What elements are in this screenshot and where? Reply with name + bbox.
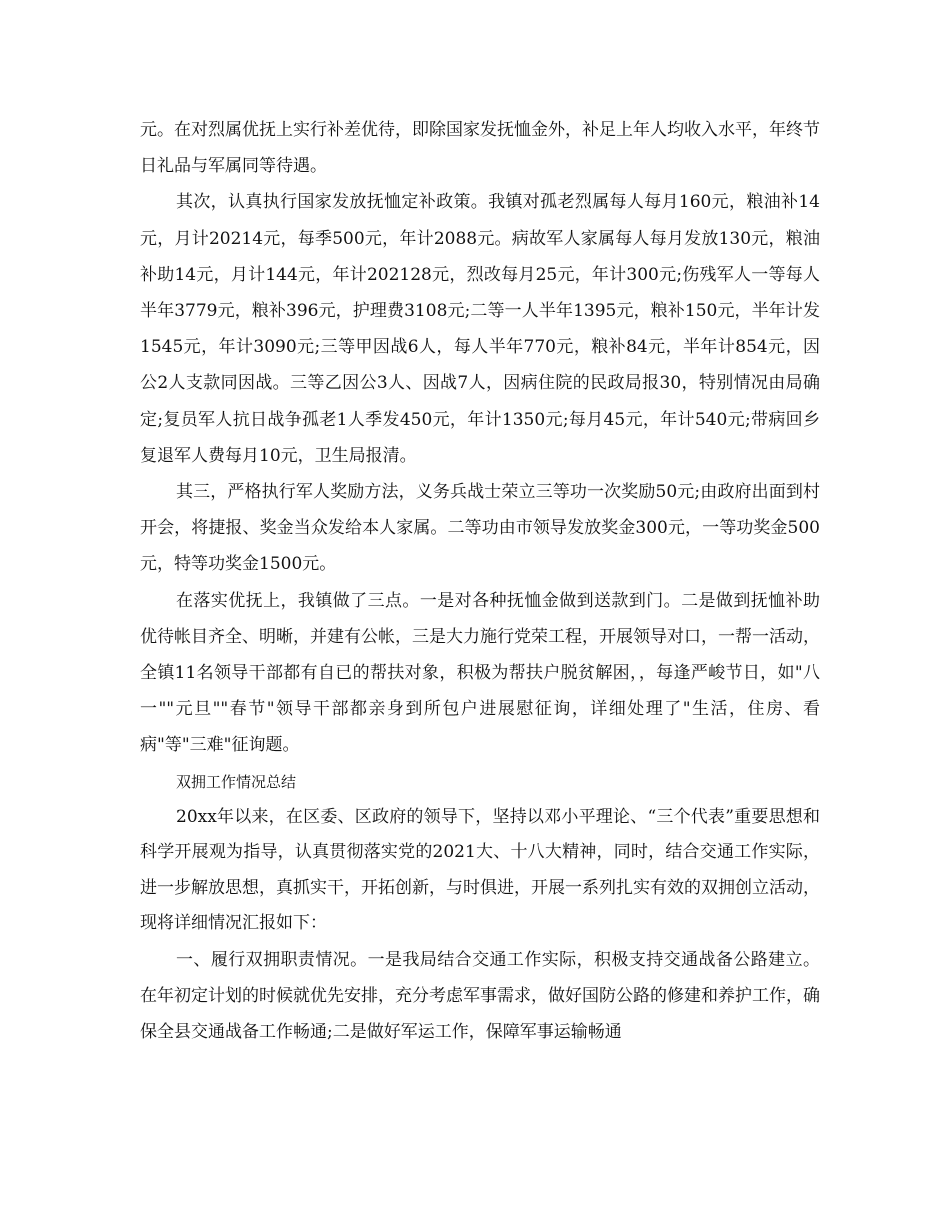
paragraph-pension-policy: 其次，认真执行国家发放抚恤定补政策。我镇对孤老烈属每人每月160元，粮油补14元，月计20214元，每季500元，年计2088元。病故军人家属每人每月发放130元，粮油补助14元，月计144元，年计202128元，烈改每月25元，年计300元;伤残军人一等每人半年3779元，粮补396元，护理费3108元;二等一人半年1395元，粮补150元，半年计发1545元，年计3090元;三等甲因战6人，每人半年770元，粮补84元，半年计854元，因公2人支款同因战。三等乙因公3人、因战7人，因病住院的民政局报30，特别情况由局确定;复员军人抗日战争孤老1人季发450元，年计1350元;每月45元，年计540元;带病回乡复退军人费每月10元，卫生局报清。 <box>140 192 820 466</box>
paragraph-martyr-family-subsidy: 元。在对烈属优抚上实行补差优待，即除国家发抚恤金外，补足上年人均收入水平，年终节日礼品与军属同等待遇。 <box>140 120 820 177</box>
paragraph-military-rewards: 其三，严格执行军人奖励方法，义务兵战士荣立三等功一次奖励50元;由政府出面到村开会，将捷报、奖金当众发给本人家属。二等功由市领导发放奖金300元，一等功奖金500元，特等功奖金1500元。 <box>140 482 820 575</box>
paragraph-introduction: 20xx年以来，在区委、区政府的领导下，坚持以邓小平理论、“三个代表”重要思想和科学开展观为指导，认真贯彻落实党的2021大、十八大精神，同时，结合交通工作实际，进一步解放思想，真抓实干，开拓创新，与时俱进，开展一系列扎实有效的双拥创立活动，现将详细情况汇报如下： <box>140 806 820 934</box>
paragraph-implementation: 在落实优抚上，我镇做了三点。一是对各种抚恤金做到送款到门。二是做到抚恤补助优待帐目齐全、明晰，并建有公帐，三是大力施行党荣工程，开展领导对口，一帮一活动，全镇11名领导干部都有自已的帮扶对象，积极为帮扶户脱贫解困，，每逢严峻节日，如"八一""元旦""春节"领导干部都亲身到所包户进展慰征询，详细处理了"生活，住房、看病"等"三难"征询题。 <box>140 590 820 756</box>
paragraph-duties: 一、履行双拥职责情况。一是我局结合交通工作实际，积极支持交通战备公路建立。在年初定计划的时候就优先安排，充分考虑军事需求，做好国防公路的修建和养护工作，确保全县交通战备工作畅通;二是做好军运工作，保障军事运输畅通 <box>140 950 820 1043</box>
section-heading: 双拥工作情况总结 <box>176 772 297 791</box>
document-body <box>140 112 820 1051</box>
